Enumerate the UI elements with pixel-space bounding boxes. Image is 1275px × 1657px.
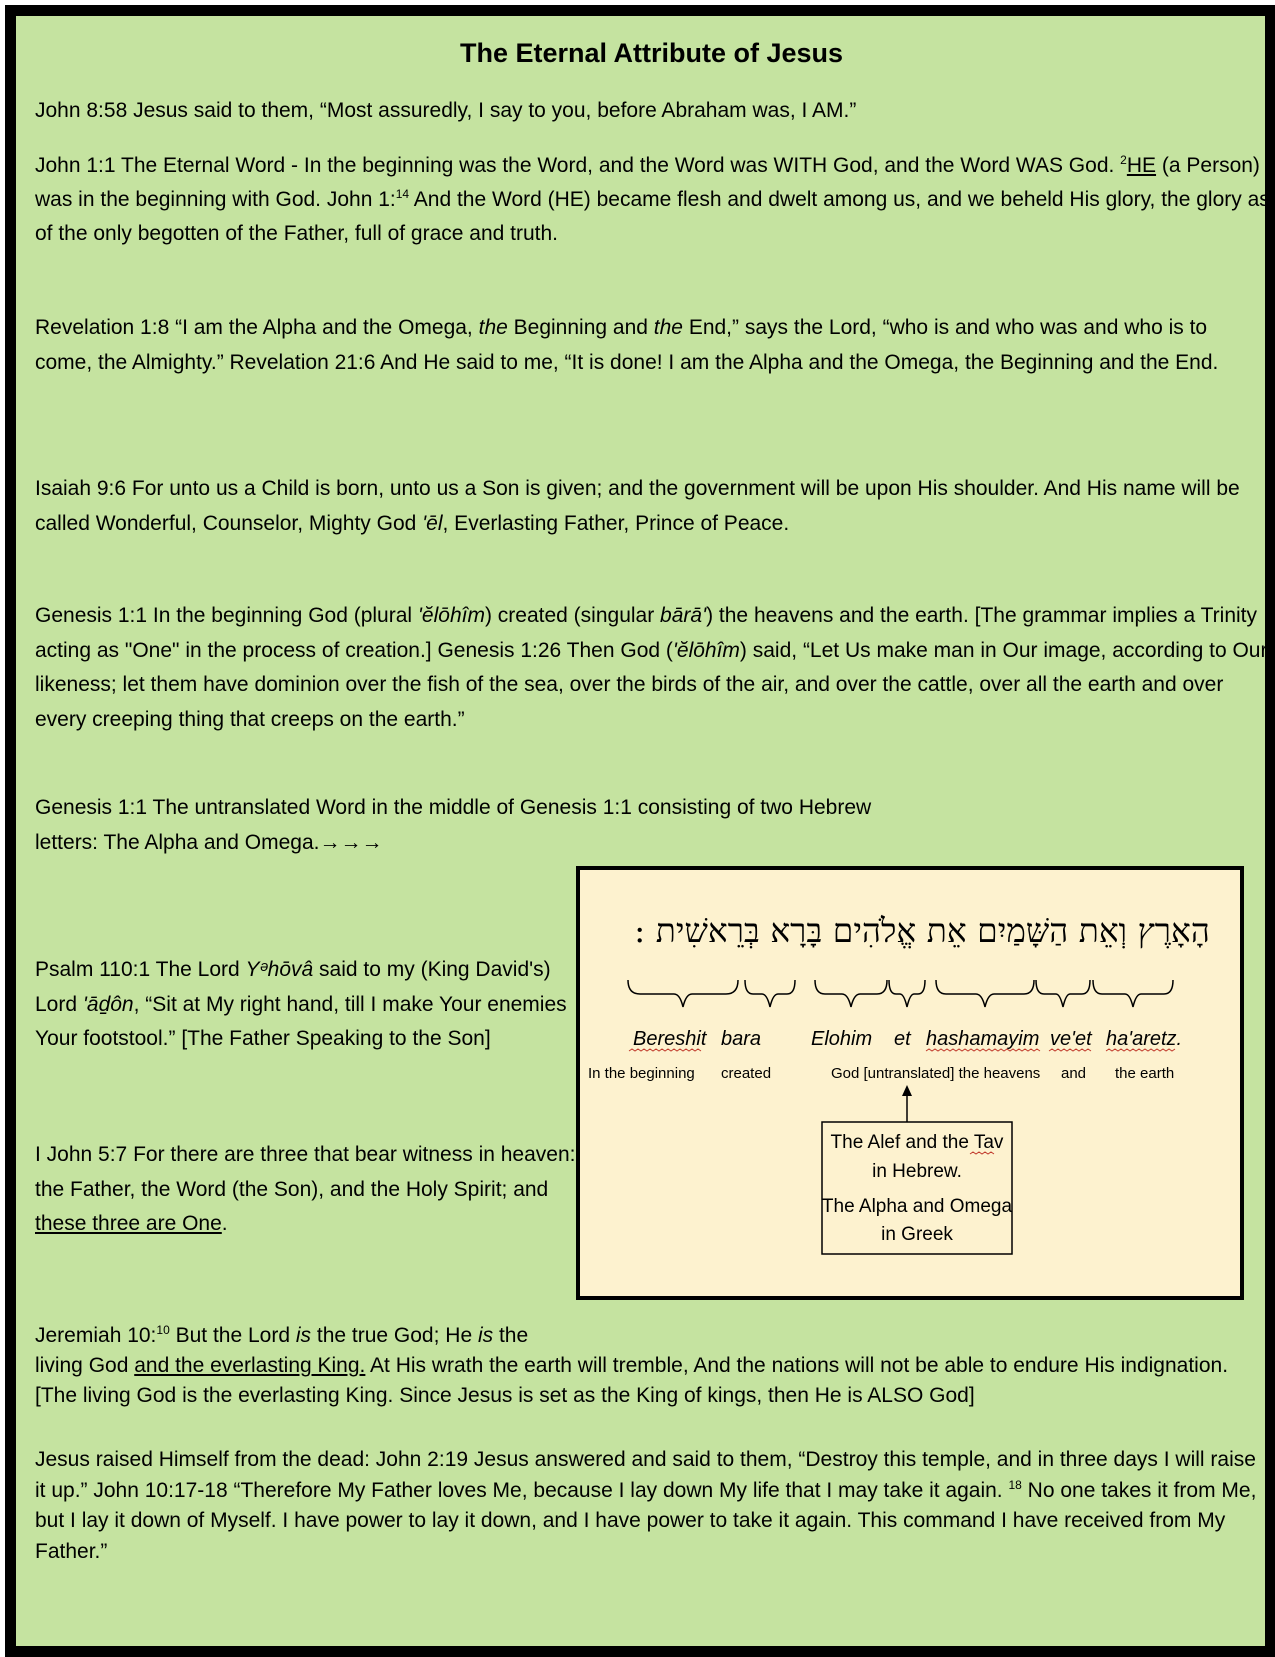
paragraph-resurrection — [35, 1445, 1270, 1567]
arrow-head-icon — [902, 1085, 912, 1096]
text: these three are One — [35, 1212, 222, 1235]
text: and the everlasting King. — [134, 1354, 366, 1377]
text: living God — [35, 1354, 135, 1377]
text: the true God; He — [311, 1324, 478, 1347]
brace-elohim — [815, 980, 887, 1007]
text: Revelation 1:8 “I am the Alpha and the Omega, — [35, 316, 479, 339]
text: the — [653, 316, 683, 339]
text: 'āḏôn — [82, 992, 134, 1016]
text: But the Lord — [169, 1324, 296, 1347]
paragraph-untranslated-word: Genesis 1:1 The untranslated Word in the middle of Genesis 1:1 consisting of two Hebrew letters: The Alpha and Omega.→→→ — [35, 796, 872, 854]
page-title: The Eternal Attribute of Jesus — [459, 38, 844, 68]
text: Yᵊhōvâ — [245, 958, 314, 981]
line — [35, 1351, 1270, 1411]
hebrew-verse: הָאָרֶץ וְאֵת הַשָּׁמַיִם אֵת אֱלֹהִים בָּרָא בְּרֵאשִׁית : — [634, 911, 1210, 950]
text: Beginning and — [507, 316, 654, 339]
verse-number: 18 — [1008, 1477, 1022, 1492]
brace-bereshit — [628, 980, 738, 1007]
brace-haaretz — [1093, 980, 1173, 1007]
paragraph-john-8-58: John 8:58 Jesus said to them, “Most assuredly, I say to you, before Abraham was, I AM.” — [35, 99, 857, 122]
text: Genesis 1:1 In the beginning God (plural — [35, 604, 418, 627]
text: Psalm 110:1 The Lord — [35, 958, 246, 981]
text: ) created (singular — [484, 604, 661, 627]
translit-hashamayim: hashamayim — [926, 1028, 1040, 1050]
box-line-4: in Greek — [881, 1224, 953, 1245]
text: said to my (King David's) Lord — [35, 958, 551, 1016]
gloss-and: and — [1061, 1065, 1087, 1082]
gloss-the-earth: the earth — [1115, 1065, 1175, 1082]
text: (a Person) was in the beginning with God. John 1: — [35, 154, 1260, 211]
text: is — [295, 1324, 312, 1347]
paragraph-revelation — [35, 311, 1270, 380]
translit-bereshit: Bereshit — [633, 1028, 707, 1050]
text: 'ĕlōhîm — [672, 638, 740, 662]
text: John 1:1 The Eternal Word - In the beginning was the Word, and the Word was WITH God, and the Word WAS God. — [35, 154, 1121, 177]
text: , “Sit at My right hand, till I make Your enemies Your footstool.” [The Father Speaking to the Son] — [35, 992, 567, 1050]
paragraph-genesis-1-1 — [35, 599, 1270, 737]
figure-drawing — [580, 870, 1240, 1296]
translit-elohim: Elohim — [811, 1028, 873, 1050]
braces — [628, 980, 1173, 1007]
gloss-in-the-beginning: In the beginning — [588, 1065, 695, 1082]
line — [35, 1321, 1270, 1351]
paragraph-jeremiah-10-10 — [35, 1321, 1270, 1411]
text: Jeremiah 10: — [35, 1324, 157, 1347]
paragraph-psalm-110-1 — [35, 953, 595, 1057]
translit-et: et — [894, 1028, 911, 1050]
box-line-2: in Hebrew. — [872, 1161, 962, 1182]
brace-bara — [745, 980, 795, 1007]
gloss-created: created — [721, 1065, 772, 1082]
brace-hashamayim — [936, 980, 1034, 1007]
paragraph-john-1-1 — [35, 149, 1270, 251]
text: Jesus raised Himself from the dead: John 2:19 Jesus answered and said to them, “Destroy this temple, and in three days I will raise it up.” John 10:17-18 “Therefore My Father loves Me, because I lay down My life that I may take it again. — [35, 1448, 1256, 1502]
text: Isaiah 9:6 For unto us a Child is born, unto us a Son is given; and the government will be upon His shoulder. And His name will be called Wonderful, Counselor, Mighty God — [35, 477, 1240, 535]
hebrew-genesis-figure — [576, 866, 1244, 1300]
text: . — [221, 1212, 228, 1235]
text: is — [477, 1324, 494, 1347]
translit-haaretz: ha'aretz. — [1106, 1028, 1183, 1050]
brace-et — [889, 980, 925, 1007]
text: I John 5:7 For there are three that bear witness in heaven: the Father, the Word (the Son), and the Holy Spirit; and — [35, 1143, 576, 1201]
text: ) the heavens and the earth. [The grammar implies a Trinity acting as "One" in the process of creation.] Genesis 1:26 Then God ( — [35, 604, 1258, 662]
glosses — [588, 1065, 1174, 1082]
text: And the Word (HE) became flesh and dwelt among us, and we beheld His glory, the glory as of the only begotten of the Father, full of grace and truth. — [35, 188, 1270, 245]
text: the — [493, 1324, 529, 1347]
verse-number: 14 — [395, 187, 410, 201]
box-line-1: The Alef and the Tav — [830, 1132, 1004, 1153]
document-frame — [5, 5, 1275, 1657]
text: At His wrath the earth will tremble, And the nations will not be able to endure His indignation. [The living God is the everlasting King. Since Jesus is set as the King of kings, then He is ALSO God] — [35, 1354, 1229, 1407]
paragraph-1-john-5-7 — [35, 1138, 595, 1242]
text: , Everlasting Father, Prince of Peace. — [442, 511, 790, 535]
transliterations — [633, 1028, 1182, 1050]
verse-number: 2 — [1120, 153, 1127, 167]
translit-bara: bara — [721, 1028, 762, 1050]
paragraph-isaiah-9-6 — [35, 472, 1270, 541]
brace-veet — [1036, 980, 1090, 1007]
text: the — [478, 316, 508, 339]
text: ) said, “Let Us make man in Our image, according to Our likeness; let them have dominion over the fish of the sea, over the birds of the air, and over the cattle, over all the earth and over every creeping thing that creeps on the earth.” — [35, 638, 1268, 731]
verse-number: 10 — [156, 1323, 170, 1337]
text: 'ĕlōhîm — [417, 604, 485, 627]
pointer-arrow — [902, 1085, 912, 1122]
box-line-3: The Alpha and Omega — [821, 1196, 1013, 1217]
translit-veet: ve'et — [1050, 1028, 1092, 1050]
text: 'ēl — [422, 511, 443, 535]
text: End,” says the Lord, “who is and who was and who is to come, the Almighty.” Revelation 21:6 And He said to me, “It is done! I am the Alpha and the Omega, the Beginning and the End. — [35, 316, 1219, 374]
text: bārā' — [660, 604, 707, 627]
text: No one takes it from Me, but I lay it down of Myself. I have power to lay it down, and I have power to take it again. This command I have received from My Father.” — [35, 1478, 1257, 1563]
gloss-god-untranslated-heavens: God [untranslated] the heavens — [831, 1065, 1041, 1082]
text: HE — [1126, 154, 1157, 177]
